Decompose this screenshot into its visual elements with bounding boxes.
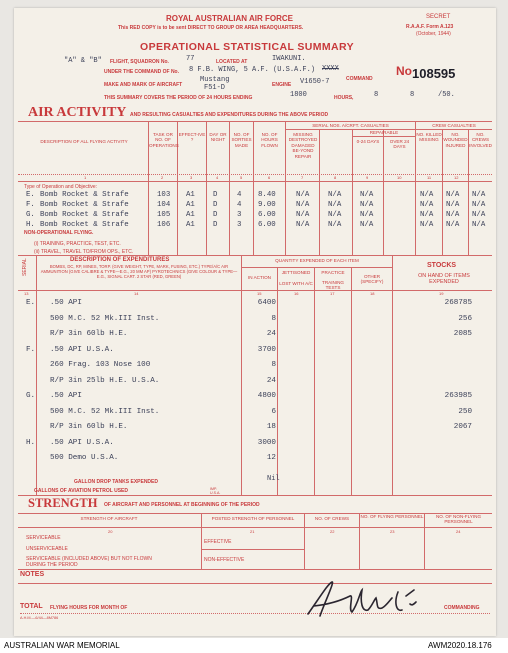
activity-sorties: 4 [237,191,242,199]
expenditure-stock: 2067 [453,423,472,431]
no-label: No [396,64,412,78]
activity-eff: A1 [186,191,195,199]
activity-sorties: 3 [237,211,242,219]
col-strength-aircraft: STRENGTH OF AIRCRAFT [80,516,138,521]
air-activity-subheading: AND RESULTING CASUALTIES AND EXPENDITURES DURING THE ABOVE PERIOD [130,112,329,118]
drop-tanks-value: Nil [267,475,280,483]
activity-k: N/A [420,211,434,219]
expenditure-stock: 268785 [444,299,472,307]
expenditure-stock: 263985 [444,392,472,400]
expenditure-quantity: 8 [271,361,276,369]
expenditure-serial: F. [26,345,36,354]
aircraft-make: Mustang [200,76,230,84]
aircraft-mark: F51-D [204,84,226,92]
activity-eff: A1 [186,211,195,219]
total-rest: FLYING HOURS FOR MONTH OF [50,605,128,611]
activity-c3: N/A [360,191,374,199]
expenditure-quantity: 24 [266,376,276,385]
activity-task: 106 [157,221,171,229]
col-crew-casualties: CREW CASUALTIES [432,123,476,128]
unserviceable-label: UNSERVICEABLE [26,546,68,552]
stocks-sub: ON HAND OF ITEMS EXPENDED [418,273,470,286]
activity-hours: 6.00 [258,211,276,219]
col-wounded: NO. WOUNDED INJURED [443,132,468,148]
expenditure-description: 500 M.C. 52 Mk.III Inst. [50,407,160,416]
activity-flight: E. [26,191,35,199]
expenditure-quantity: 6 [271,407,276,416]
drop-tanks-label: GALLON DROP TANKS EXPENDED [74,479,158,485]
form-subtitle: This RED COPY is to be sent DIRECT TO GROUP OR AREA HEADQUARTERS. [118,25,304,31]
activity-c3: N/A [360,201,374,209]
activity-c2: N/A [328,191,342,199]
activity-sorties: 4 [237,201,242,209]
expenditure-stock: 250 [458,407,472,416]
column-number: 4 [216,175,219,180]
expenditures-header: DESCRIPTION OF EXPENDITURES [70,257,170,263]
column-number: 3 [190,175,193,180]
activity-description: Bomb Rocket & Strafe [40,191,129,199]
printer-code: A.H.M.—6/44—8M786 [20,616,59,620]
location-value: IWAKUNI. [272,55,306,63]
period-month: 8 [410,91,415,99]
col-crews-involved: NO. CREWS INVOLVED [469,132,492,148]
col-description: DESCRIPTION OF ALL FLYING ACTIVITY [40,139,128,144]
located-label: LOCATED AT [216,59,248,65]
activity-flight: F. [26,201,35,209]
effective-label: EFFECTIVE [204,539,232,545]
activity-c2: N/A [328,211,342,219]
col-sorties: NO. OF SORTIES MADE [231,132,252,148]
activity-dn: D [213,201,218,209]
expenditure-quantity: 6400 [257,299,276,307]
column-number: 23 [390,529,395,534]
column-number: 16 [294,291,299,296]
activity-w: N/A [446,191,460,199]
col-casualties: SERIAL NOS. A/CRFT. CASUALTIES [312,123,389,128]
form-title: ROYAL AUSTRALIAN AIR FORCE [166,14,293,23]
training-label: (i) TRAINING, PRACTICE, TEST, ETC. [34,241,121,247]
period-year: /50. [438,91,455,99]
col-day-night: DAY OR NIGHT [209,132,227,143]
expenditure-quantity: 12 [266,454,276,462]
command-label: UNDER THE COMMAND OF No. [104,69,179,75]
commanding-label: COMMANDING [444,605,480,611]
make-label: MAKE AND MARK OF AIRCRAFT [104,82,183,88]
col-other: OTHER (SPECIFY) [360,274,384,285]
engine-label: ENGINE [272,82,292,88]
activity-ci: N/A [472,211,486,219]
expenditure-description: .50 API [50,392,82,400]
expenditure-serial: H. [26,438,36,447]
secret-label: SECRET [426,14,451,20]
activity-hours: 8.40 [258,191,276,199]
column-number: 2 [161,175,164,180]
expenditure-quantity: 18 [266,423,276,431]
col-lost: LOST WITH A/C [279,281,313,286]
activity-k: N/A [420,191,434,199]
column-number: 1 [84,175,87,180]
stocks-header: STOCKS [427,262,457,269]
expenditure-description: .50 API [50,299,82,307]
command-word: COMMAND [346,76,373,82]
expenditure-quantity: 24 [266,330,276,338]
col-practice: PRACTICE [321,270,345,275]
expenditure-description: .50 API U.S.A. [50,438,114,447]
form-number: R.A.A.F. Form A.123 [406,24,454,30]
expenditure-quantity: 3700 [257,345,276,354]
expenditure-quantity: 3000 [257,438,276,447]
col-crews: NO. OF CREWS [314,516,350,521]
footer-institution: AUSTRALIAN WAR MEMORIAL [4,641,120,650]
col-rep-over: OVER 24 DAYS [389,139,410,150]
imp-label: IMP. U.S.A. [210,487,221,495]
col-task: TASK OR NO. OF OPERATIONS [149,132,179,148]
expenditure-stock: 2085 [453,330,472,338]
command-value: 8 F.B. WING, 5 A.F. (U.S.A.F.) [189,66,316,74]
col-repairable: REPAIRABLE [369,130,399,135]
air-activity-heading: AIR ACTIVITY [28,105,127,120]
column-number: 22 [330,529,335,534]
activity-task: 105 [157,211,171,219]
activity-k: N/A [420,221,434,229]
expenditure-description: R/P 3in 60lb H.E. [50,330,128,338]
column-number: 6 [268,175,271,180]
column-number: 11 [427,175,432,180]
activity-k: N/A [420,201,434,209]
activity-sorties: 3 [237,221,242,229]
engine-value: V1650-7 [300,78,330,86]
activity-w: N/A [446,201,460,209]
form-sheet [14,8,496,636]
flight-label: FLIGHT, SQUADRON No. [110,59,169,65]
period-hours: 1800 [290,91,307,99]
activity-w: N/A [446,211,460,219]
column-number: 19 [439,291,444,296]
column-number: 8 [334,175,337,180]
col-effective: EFFECT-IVE ? [178,132,206,143]
column-number: 5 [240,175,243,180]
activity-c2: N/A [328,201,342,209]
serviceable-note: SERVICEABLE (INCLUDED ABOVE) BUT NOT FLOWN DURING THE PERIOD [26,556,152,568]
activity-description: Bomb Rocket & Strafe [40,201,129,209]
expenditure-serial: E. [26,299,36,307]
nonop-label: NON-OPERATIONAL FLYING. [24,230,94,236]
column-number: 9 [366,175,369,180]
serviceable-label: SERVICEABLE [26,535,61,541]
col-jettisoned: JETTISONED [281,270,311,275]
activity-c1: N/A [296,201,310,209]
column-number: 21 [250,529,255,534]
activity-eff: A1 [186,221,195,229]
column-number: 14 [134,291,139,296]
col-nonflying: NO. OF NON-FLYING PERSONNEL [435,514,482,525]
expenditure-description: 500 M.C. 52 Mk.III Inst. [50,314,160,323]
flight-prefix: "A" & "B" [64,57,102,65]
activity-flight: G. [26,211,35,219]
period-label: THIS SUMMARY COVERS THE PERIOD OF 24 HOURS ENDING [104,95,253,101]
activity-ci: N/A [472,191,486,199]
travel-label: (ii) TRAVEL, TRAVEL TO/FROM OPS., ETC. [34,249,134,255]
summary-title: OPERATIONAL STATISTICAL SUMMARY [140,41,355,53]
period-day: 8 [374,91,379,99]
activity-flight: H. [26,221,35,229]
column-number: 17 [330,291,335,296]
expenditure-description: .50 API U.S.A. [50,345,114,354]
col-training-tests: TRAINING TESTS [322,280,344,291]
commanding-signature [302,574,430,620]
strength-subheading: OF AIRCRAFT AND PERSONNEL AT BEGINNING OF THE PERIOD [104,502,260,508]
notes-label: NOTES [20,571,45,578]
activity-ci: N/A [472,221,486,229]
column-number: 24 [456,529,461,534]
col-rep-24: 0-24 DAYS [356,139,380,144]
column-number: 7 [301,175,304,180]
col-in-action: IN ACTION [248,275,271,280]
col-flying: NO. OF FLYING PERSONNEL [360,514,424,519]
activity-c1: N/A [296,211,310,219]
expenditure-description: R/P 3in 25lb H.E. U.S.A. [50,376,160,385]
strength-heading: STRENGTH [28,496,98,510]
activity-c1: N/A [296,191,310,199]
activity-task: 103 [157,191,171,199]
hours-label: HOURS, [334,95,354,101]
archive-footer [0,638,508,653]
serial-number: 108595 [412,66,456,81]
type-of-operation-label: Type of Operation and Objective: [24,184,98,190]
activity-task: 104 [157,201,171,209]
command-struck: XXXX [322,65,339,73]
total-label: TOTAL [20,603,43,610]
column-number: 10 [397,175,402,180]
gallons-label: GALLONS OF AVIATION PETROL USED [34,488,128,494]
expenditure-description: R/P 3in 60lb H.E. [50,423,128,431]
form-date: (October, 1944) [416,31,451,37]
column-number: 15 [257,291,262,296]
squadron-number: 77 [186,55,195,63]
activity-eff: A1 [186,201,195,209]
expenditure-description: 500 Demo U.S.A. [50,454,119,462]
col-hours: NO. OF HOURS FLOWN [261,132,278,148]
expenditure-quantity: 4800 [257,392,276,400]
activity-hours: 6.00 [258,221,276,229]
activity-description: Bomb Rocket & Strafe [40,221,129,229]
non-effective-label: NON-EFFECTIVE [204,557,245,563]
col-missing: MISSING DESTROYED DAMAGED BE-YOND REPAIR [288,132,318,159]
footer-reference: AWM2020.18.176 [428,641,492,650]
expenditure-quantity: 8 [271,314,276,323]
column-number: 12 [454,175,459,180]
activity-dn: D [213,221,218,229]
quantity-header: QUANTITY EXPENDED OF EACH ITEM [275,258,359,263]
expenditure-serial: G. [26,392,36,400]
column-number: 20 [108,529,113,534]
expenditures-detail: BOMBS, DC, RP, MINES, TORP. (GIVE WEIGHT, TYPE, MARK, FUSING, ETC.) TYPE/A/C AIR AMMUNITION (GIVE CALIBRE & TYPE—E.G., 20 MM AP) PYROTECHNICS (GIVE COLOUR & TYPE—E.G., SIGNAL CART. 2 STAR (RED, GREEN) [40,264,238,279]
activity-description: Bomb Rocket & Strafe [40,211,129,219]
activity-c1: N/A [296,221,310,229]
column-number: 18 [370,291,375,296]
activity-hours: 9.00 [258,201,276,209]
column-number: 13 [24,291,29,296]
activity-w: N/A [446,221,460,229]
col-killed: NO. KILLED MISSING [416,132,442,143]
serial-label: SERIAL [22,258,28,276]
expenditure-stock: 256 [458,314,472,323]
col-posted-strength: POSTED STRENGTH OF PERSONNEL [211,516,295,521]
activity-c3: N/A [360,211,374,219]
activity-dn: D [213,191,218,199]
expenditure-description: 260 Frag. 103 Nose 100 [50,361,151,369]
activity-dn: D [213,211,218,219]
activity-c3: N/A [360,221,374,229]
activity-c2: N/A [328,221,342,229]
activity-ci: N/A [472,201,486,209]
